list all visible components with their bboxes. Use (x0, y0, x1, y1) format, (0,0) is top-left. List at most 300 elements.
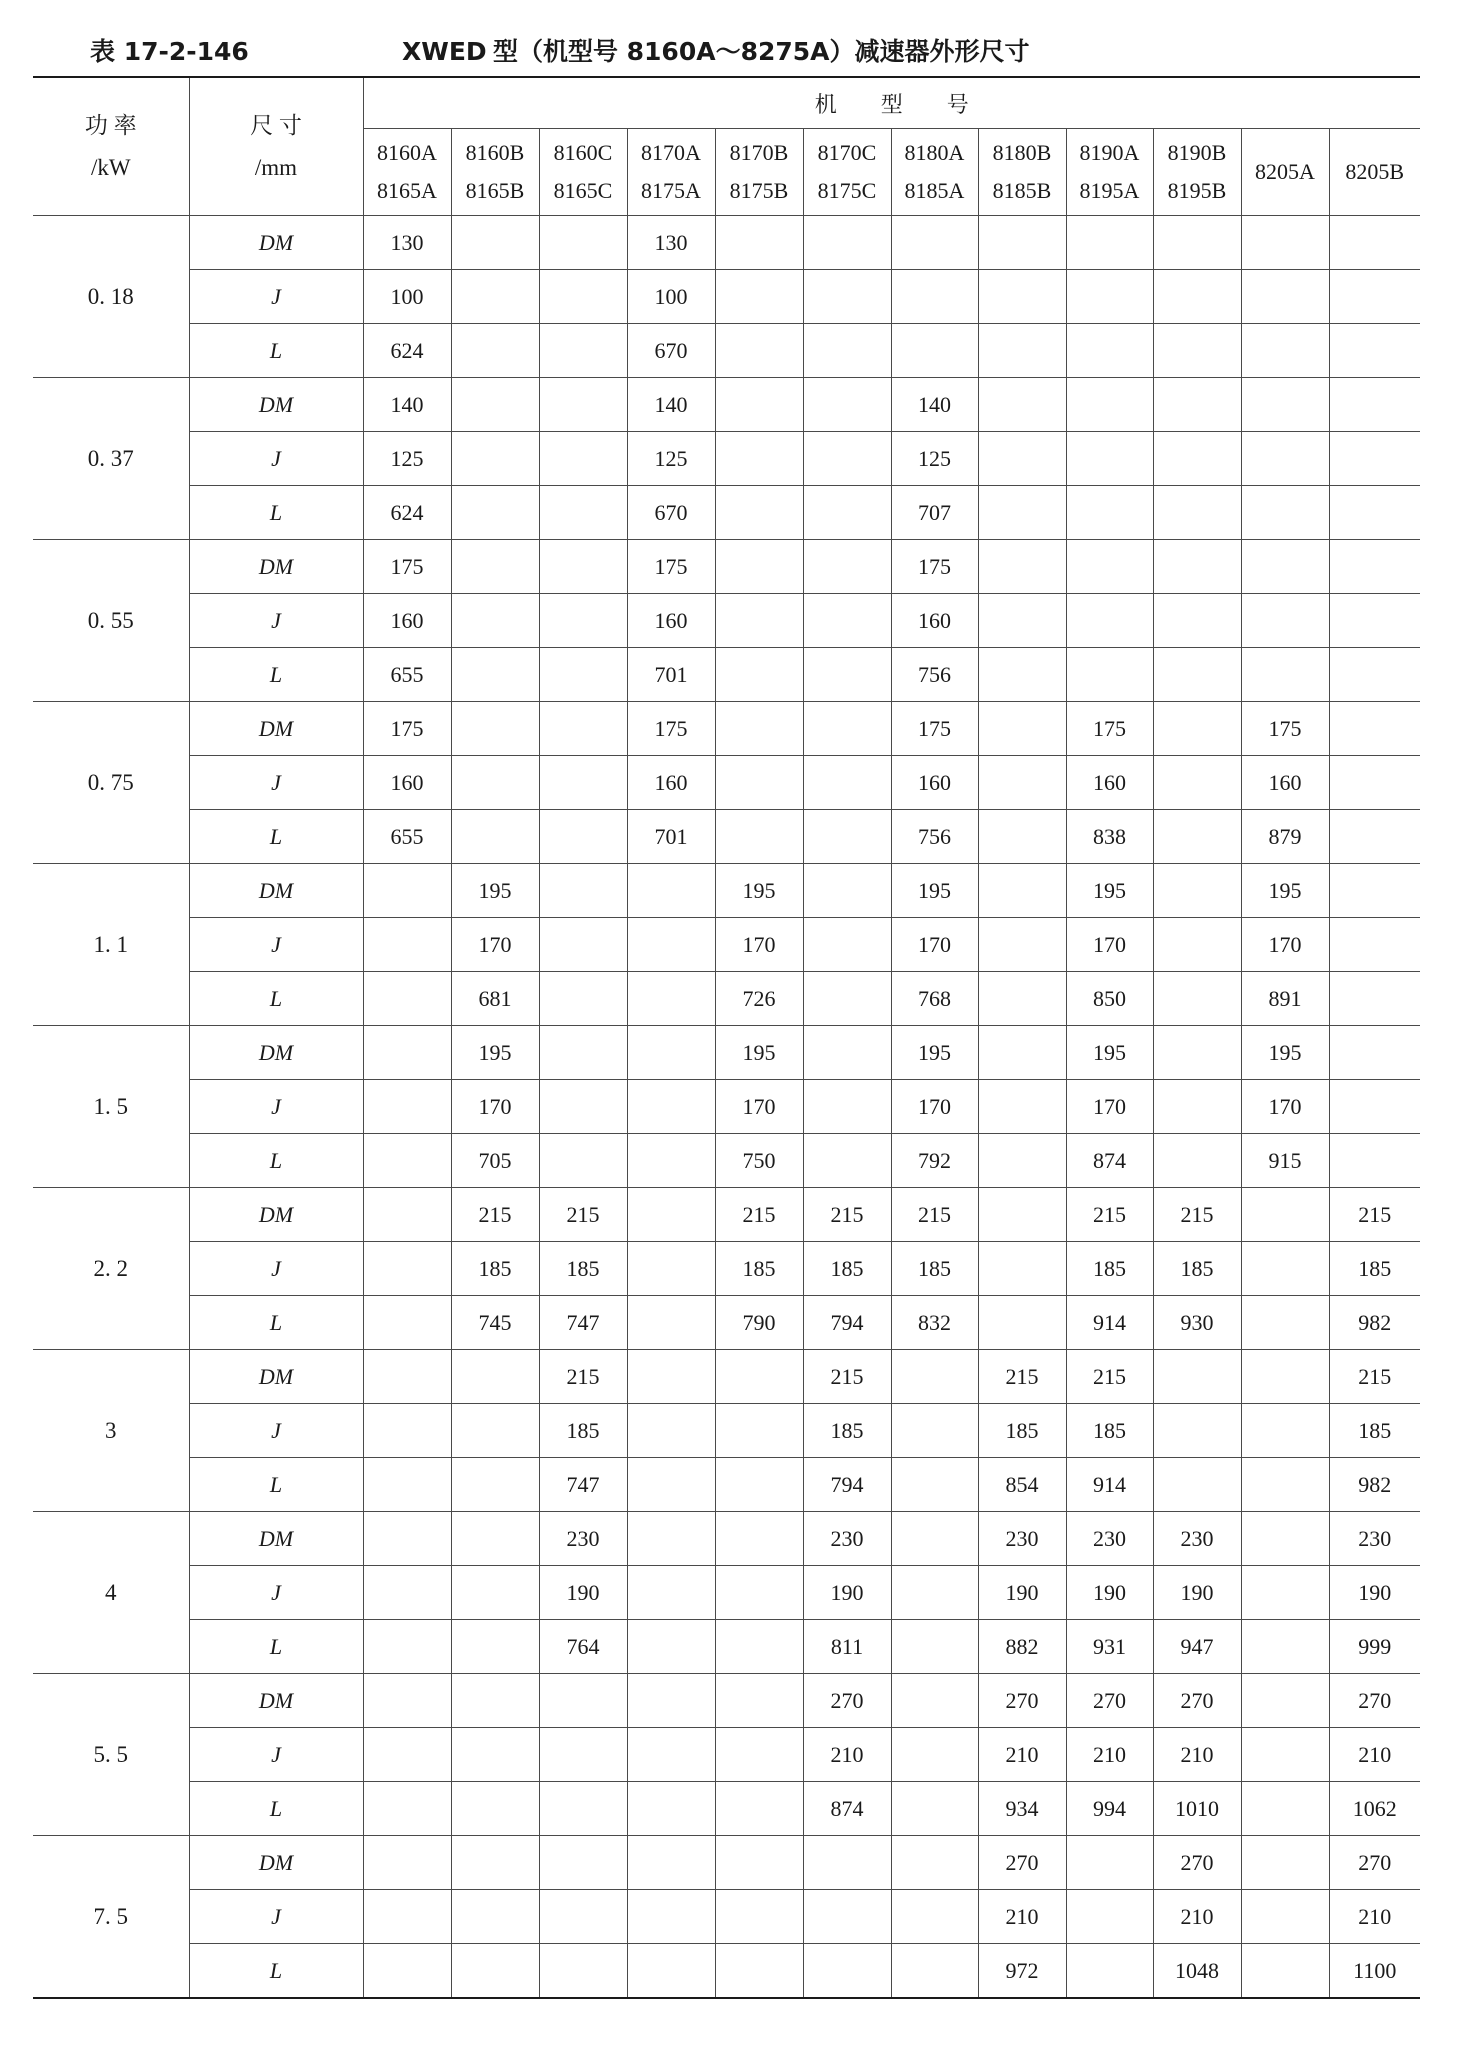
value-cell (363, 1242, 451, 1296)
value-cell (1241, 216, 1329, 270)
value-cell (1241, 1782, 1329, 1836)
model-code: 8175A (641, 178, 701, 203)
value-cell: 215 (1066, 1350, 1153, 1404)
dimension-cell: L (189, 1134, 363, 1188)
value-cell: 170 (1241, 918, 1329, 972)
value-cell: 790 (715, 1296, 803, 1350)
value-cell: 190 (539, 1566, 627, 1620)
table-row (33, 1566, 1420, 1620)
dimension-cell: DM (189, 1188, 363, 1242)
value-cell (891, 1350, 978, 1404)
value-cell (1153, 810, 1241, 864)
value-cell (1329, 918, 1420, 972)
value-cell (1241, 1620, 1329, 1674)
value-cell (1241, 1890, 1329, 1944)
value-cell (363, 1350, 451, 1404)
value-cell (978, 1026, 1066, 1080)
value-cell (1241, 540, 1329, 594)
table-row (33, 1944, 1420, 1999)
value-cell (715, 270, 803, 324)
dimension-cell: J (189, 1728, 363, 1782)
value-cell (539, 432, 627, 486)
table-body (33, 216, 1420, 1999)
value-cell: 160 (891, 594, 978, 648)
value-cell (1066, 378, 1153, 432)
value-cell (803, 486, 891, 540)
dimension-cell: J (189, 1080, 363, 1134)
table-number: 表 17-2-146 (90, 37, 249, 66)
value-cell (451, 648, 539, 702)
dimension-table (33, 76, 1420, 1999)
value-cell: 215 (803, 1188, 891, 1242)
value-cell (715, 1728, 803, 1782)
value-cell: 185 (1153, 1242, 1241, 1296)
value-cell (803, 270, 891, 324)
value-cell (451, 1728, 539, 1782)
value-cell: 215 (1329, 1188, 1420, 1242)
value-cell (1329, 702, 1420, 756)
table-row (33, 1458, 1420, 1512)
model-code: 8185B (992, 178, 1052, 203)
value-cell: 705 (451, 1134, 539, 1188)
model-code: 8160A (377, 140, 437, 165)
value-cell (451, 432, 539, 486)
value-cell: 756 (891, 810, 978, 864)
model-header-8190a (1066, 129, 1153, 216)
dimension-cell: DM (189, 1836, 363, 1890)
value-cell (363, 1026, 451, 1080)
table-row (33, 756, 1420, 810)
model-header-8160a (363, 129, 451, 216)
power-cell: 2. 2 (33, 1188, 189, 1350)
value-cell (1241, 486, 1329, 540)
value-cell (715, 432, 803, 486)
value-cell: 655 (363, 648, 451, 702)
value-cell (539, 216, 627, 270)
value-cell (1241, 1944, 1329, 1999)
header-row-1 (33, 77, 1420, 129)
value-cell (978, 702, 1066, 756)
value-cell (1329, 270, 1420, 324)
value-cell: 210 (803, 1728, 891, 1782)
table-row (33, 702, 1420, 756)
value-cell: 1100 (1329, 1944, 1420, 1999)
power-cell: 0. 75 (33, 702, 189, 864)
dimension-cell: L (189, 648, 363, 702)
value-cell (451, 594, 539, 648)
value-cell (1241, 1512, 1329, 1566)
value-cell: 210 (978, 1728, 1066, 1782)
model-code: 8185A (904, 178, 965, 203)
value-cell (451, 1674, 539, 1728)
table-row (33, 648, 1420, 702)
value-cell (363, 1512, 451, 1566)
table-row (33, 1782, 1420, 1836)
value-cell: 185 (451, 1242, 539, 1296)
dimension-cell: L (189, 1944, 363, 1999)
power-unit: /kW (90, 154, 131, 180)
value-cell: 891 (1241, 972, 1329, 1026)
value-cell (539, 270, 627, 324)
value-cell: 195 (1241, 1026, 1329, 1080)
value-cell (891, 1728, 978, 1782)
value-cell (451, 1836, 539, 1890)
value-cell: 832 (891, 1296, 978, 1350)
value-cell (803, 972, 891, 1026)
model-code: 8175C (817, 178, 877, 203)
table-row (33, 1080, 1420, 1134)
value-cell (803, 432, 891, 486)
value-cell (978, 972, 1066, 1026)
value-cell: 270 (978, 1674, 1066, 1728)
value-cell (978, 1296, 1066, 1350)
value-cell: 811 (803, 1620, 891, 1674)
value-cell: 982 (1329, 1458, 1420, 1512)
value-cell: 999 (1329, 1620, 1420, 1674)
value-cell: 185 (539, 1404, 627, 1458)
value-cell: 882 (978, 1620, 1066, 1674)
dimension-cell: J (189, 1404, 363, 1458)
model-code: 8180A (904, 140, 965, 165)
model-code: 8160B (465, 140, 525, 165)
value-cell (1241, 432, 1329, 486)
value-cell: 874 (803, 1782, 891, 1836)
value-cell (1153, 1350, 1241, 1404)
value-cell (627, 1296, 715, 1350)
value-cell (539, 648, 627, 702)
value-cell (1241, 1566, 1329, 1620)
value-cell (1329, 486, 1420, 540)
table-row (33, 270, 1420, 324)
model-code: 8190B (1167, 140, 1227, 165)
value-cell (715, 1674, 803, 1728)
value-cell (803, 1080, 891, 1134)
table-row (33, 1026, 1420, 1080)
value-cell (715, 486, 803, 540)
value-cell (627, 864, 715, 918)
value-cell (715, 702, 803, 756)
dimension-cell: DM (189, 864, 363, 918)
value-cell: 160 (891, 756, 978, 810)
value-cell (1066, 432, 1153, 486)
value-cell (1153, 864, 1241, 918)
size-label: 尺 寸 (250, 112, 302, 138)
value-cell (1153, 432, 1241, 486)
model-code: 8190A (1079, 140, 1140, 165)
value-cell: 701 (627, 810, 715, 864)
value-cell: 670 (627, 324, 715, 378)
value-cell (539, 324, 627, 378)
value-cell: 934 (978, 1782, 1066, 1836)
value-cell: 170 (891, 1080, 978, 1134)
value-cell (1153, 918, 1241, 972)
power-cell: 1. 1 (33, 864, 189, 1026)
value-cell (451, 1620, 539, 1674)
value-cell (715, 1512, 803, 1566)
value-cell (1329, 648, 1420, 702)
value-cell (715, 1890, 803, 1944)
model-code: 8170C (817, 140, 877, 165)
value-cell: 170 (891, 918, 978, 972)
value-cell: 215 (539, 1188, 627, 1242)
value-cell: 160 (1066, 756, 1153, 810)
value-cell (363, 1620, 451, 1674)
value-cell (627, 1512, 715, 1566)
value-cell (715, 540, 803, 594)
value-cell (1066, 1836, 1153, 1890)
value-cell (1241, 378, 1329, 432)
value-cell: 190 (1066, 1566, 1153, 1620)
value-cell (978, 810, 1066, 864)
value-cell (803, 324, 891, 378)
value-cell (803, 756, 891, 810)
value-cell: 879 (1241, 810, 1329, 864)
value-cell (1153, 756, 1241, 810)
value-cell (715, 1836, 803, 1890)
value-cell (891, 1836, 978, 1890)
value-cell: 170 (451, 1080, 539, 1134)
value-cell (539, 1782, 627, 1836)
value-cell (627, 1026, 715, 1080)
dimension-cell: J (189, 1242, 363, 1296)
value-cell: 914 (1066, 1296, 1153, 1350)
value-cell: 100 (627, 270, 715, 324)
value-cell: 701 (627, 648, 715, 702)
value-cell: 185 (1066, 1404, 1153, 1458)
power-cell: 0. 55 (33, 540, 189, 702)
value-cell: 185 (1329, 1242, 1420, 1296)
value-cell (363, 864, 451, 918)
value-cell (891, 1782, 978, 1836)
value-cell (627, 1350, 715, 1404)
value-cell: 210 (1153, 1728, 1241, 1782)
model-header-8170c (803, 129, 891, 216)
value-cell (1241, 270, 1329, 324)
value-cell (978, 432, 1066, 486)
value-cell (715, 1566, 803, 1620)
value-cell (803, 1836, 891, 1890)
value-cell (627, 1188, 715, 1242)
value-cell: 930 (1153, 1296, 1241, 1350)
dimension-cell: L (189, 1782, 363, 1836)
value-cell: 175 (363, 540, 451, 594)
value-cell: 874 (1066, 1134, 1153, 1188)
value-cell: 624 (363, 486, 451, 540)
value-cell: 175 (627, 540, 715, 594)
value-cell: 170 (1241, 1080, 1329, 1134)
value-cell (451, 324, 539, 378)
value-cell (363, 1404, 451, 1458)
dimension-cell: J (189, 594, 363, 648)
value-cell (891, 1458, 978, 1512)
value-cell (978, 594, 1066, 648)
value-cell: 190 (978, 1566, 1066, 1620)
value-cell (539, 378, 627, 432)
value-cell (803, 918, 891, 972)
value-cell (539, 1134, 627, 1188)
value-cell (1241, 1728, 1329, 1782)
value-cell: 140 (363, 378, 451, 432)
value-cell: 210 (1153, 1890, 1241, 1944)
dimension-cell: DM (189, 1026, 363, 1080)
value-cell (1153, 1458, 1241, 1512)
value-cell: 175 (1066, 702, 1153, 756)
value-cell (1241, 1458, 1329, 1512)
value-cell (451, 1566, 539, 1620)
value-cell (363, 918, 451, 972)
value-cell (1329, 594, 1420, 648)
table-row (33, 324, 1420, 378)
value-cell (1241, 1188, 1329, 1242)
table-caption (90, 26, 1420, 74)
value-cell (539, 756, 627, 810)
value-cell: 195 (891, 1026, 978, 1080)
value-cell (803, 378, 891, 432)
value-cell: 230 (1153, 1512, 1241, 1566)
value-cell: 175 (891, 702, 978, 756)
value-cell: 270 (1066, 1674, 1153, 1728)
value-cell (539, 1944, 627, 1999)
value-cell: 210 (1066, 1728, 1153, 1782)
value-cell: 185 (978, 1404, 1066, 1458)
model-header-8205b (1329, 129, 1420, 216)
model-code: 8165C (553, 178, 613, 203)
value-cell (715, 216, 803, 270)
value-cell (627, 1242, 715, 1296)
value-cell (803, 1026, 891, 1080)
value-cell (1153, 1134, 1241, 1188)
value-cell (1066, 216, 1153, 270)
table-title (402, 32, 1030, 68)
value-cell (627, 1458, 715, 1512)
value-cell (1066, 486, 1153, 540)
value-cell (627, 1728, 715, 1782)
value-cell (715, 1404, 803, 1458)
value-cell (539, 486, 627, 540)
value-cell: 681 (451, 972, 539, 1026)
value-cell (715, 1782, 803, 1836)
value-cell (891, 1674, 978, 1728)
value-cell: 230 (1329, 1512, 1420, 1566)
value-cell (627, 1080, 715, 1134)
model-header-8160b (451, 129, 539, 216)
value-cell (803, 864, 891, 918)
value-cell (1241, 648, 1329, 702)
value-cell: 794 (803, 1458, 891, 1512)
value-cell (803, 594, 891, 648)
model-header-8190b (1153, 129, 1241, 216)
value-cell (1241, 1404, 1329, 1458)
value-cell: 750 (715, 1134, 803, 1188)
value-cell (715, 810, 803, 864)
value-cell (539, 1026, 627, 1080)
dimension-cell: J (189, 1566, 363, 1620)
value-cell (539, 594, 627, 648)
dimension-cell: L (189, 324, 363, 378)
value-cell: 745 (451, 1296, 539, 1350)
value-cell: 215 (1066, 1188, 1153, 1242)
table-row (33, 1512, 1420, 1566)
value-cell: 160 (627, 594, 715, 648)
table-row (33, 216, 1420, 270)
power-cell: 7. 5 (33, 1836, 189, 1999)
value-cell (451, 1890, 539, 1944)
value-cell: 854 (978, 1458, 1066, 1512)
value-cell: 195 (1066, 1026, 1153, 1080)
value-cell (715, 1944, 803, 1999)
value-cell (627, 1674, 715, 1728)
value-cell: 230 (978, 1512, 1066, 1566)
model-header-8160c (539, 129, 627, 216)
model-code: 8205A (1255, 159, 1315, 184)
dimension-cell: L (189, 1296, 363, 1350)
value-cell (627, 1566, 715, 1620)
value-cell (978, 756, 1066, 810)
power-cell: 5. 5 (33, 1674, 189, 1836)
value-cell (627, 1134, 715, 1188)
value-cell (803, 1890, 891, 1944)
model-code: 8170A (641, 140, 701, 165)
value-cell (978, 540, 1066, 594)
value-cell (1153, 1404, 1241, 1458)
value-cell: 190 (1153, 1566, 1241, 1620)
value-cell (1329, 1134, 1420, 1188)
model-code: 8160C (553, 140, 613, 165)
value-cell (803, 702, 891, 756)
dimension-cell: L (189, 810, 363, 864)
value-cell: 125 (363, 432, 451, 486)
value-cell (803, 648, 891, 702)
value-cell (363, 1836, 451, 1890)
table-row (33, 972, 1420, 1026)
value-cell: 160 (363, 594, 451, 648)
table-row (33, 432, 1420, 486)
model-code: 8170B (729, 140, 789, 165)
value-cell: 175 (1241, 702, 1329, 756)
table-row (33, 1836, 1420, 1890)
value-cell: 160 (1241, 756, 1329, 810)
value-cell (539, 972, 627, 1026)
model-code: 8180B (992, 140, 1052, 165)
table-row (33, 1728, 1420, 1782)
value-cell (1066, 1890, 1153, 1944)
value-cell: 185 (1329, 1404, 1420, 1458)
value-cell (1153, 540, 1241, 594)
value-cell: 1062 (1329, 1782, 1420, 1836)
value-cell: 747 (539, 1458, 627, 1512)
value-cell: 270 (978, 1836, 1066, 1890)
value-cell (1329, 1026, 1420, 1080)
power-cell: 1. 5 (33, 1026, 189, 1188)
value-cell: 270 (1153, 1836, 1241, 1890)
table-row (33, 918, 1420, 972)
value-cell (451, 270, 539, 324)
power-cell: 0. 18 (33, 216, 189, 378)
value-cell (891, 1512, 978, 1566)
model-header-8170a (627, 129, 715, 216)
power-label: 功 率 (84, 112, 137, 138)
value-cell (1153, 216, 1241, 270)
value-cell: 140 (627, 378, 715, 432)
value-cell (891, 1620, 978, 1674)
table-row (33, 1350, 1420, 1404)
value-cell (1066, 324, 1153, 378)
dimension-cell: DM (189, 702, 363, 756)
value-cell (978, 1134, 1066, 1188)
power-column-header (33, 77, 189, 216)
value-cell: 175 (363, 702, 451, 756)
value-cell (1066, 540, 1153, 594)
